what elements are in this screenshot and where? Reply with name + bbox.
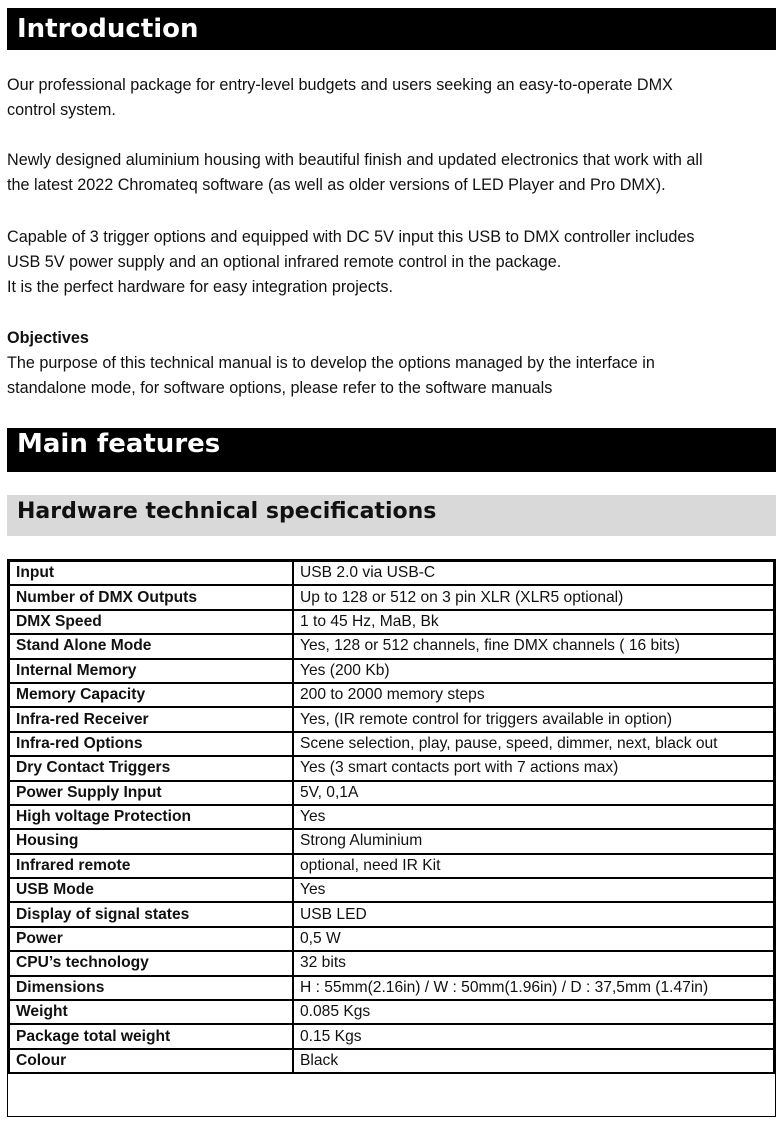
spec-row (9, 781, 774, 805)
spec-value: 1 to 45 Hz, MaB, Bk (293, 610, 774, 634)
spec-row (9, 976, 774, 1000)
intro-paragraph-1-line: control system. (7, 101, 116, 119)
spec-row (9, 732, 774, 756)
introduction-heading: Introduction (7, 8, 776, 50)
objectives-text-line: The purpose of this technical manual is to develop the options managed by the interface in (7, 354, 655, 372)
spec-value: Yes (3 smart contacts port with 7 actions max) (293, 756, 774, 780)
spec-label: Stand Alone Mode (9, 634, 293, 658)
intro-paragraph-3-line: USB 5V power supply and an optional infrared remote control in the package. (7, 253, 562, 271)
spec-value: Yes (293, 878, 774, 902)
intro-paragraph-3-line: Capable of 3 trigger options and equipped with DC 5V input this USB to DMX controller includes (7, 228, 695, 246)
spec-row (9, 805, 774, 829)
spec-label: Infra-red Receiver (9, 707, 293, 731)
spec-value: 0.15 Kgs (293, 1024, 774, 1048)
spec-label: Memory Capacity (9, 683, 293, 707)
intro-paragraph-2-line: the latest 2022 Chromateq software (as well as older versions of LED Player and Pro DMX). (7, 176, 666, 194)
spec-value: Yes, 128 or 512 channels, fine DMX channels ( 16 bits) (293, 634, 774, 658)
spec-row (9, 659, 774, 683)
spec-value: Scene selection, play, pause, speed, dimmer, next, black out (293, 732, 774, 756)
spec-row (9, 683, 774, 707)
spec-label: Infrared remote (9, 854, 293, 878)
spec-label: Weight (9, 1000, 293, 1024)
spec-value: Strong Aluminium (293, 829, 774, 853)
spec-row (9, 585, 774, 609)
spec-value: 0.085 Kgs (293, 1000, 774, 1024)
spec-row (9, 878, 774, 902)
hardware-specs-heading: Hardware technical specifications (7, 495, 776, 536)
spec-value: Yes (200 Kb) (293, 659, 774, 683)
spec-value: USB LED (293, 902, 774, 926)
spec-row (9, 1049, 774, 1073)
spec-label: CPU’s technology (9, 951, 293, 975)
intro-paragraph-1 (7, 73, 777, 123)
spec-row (9, 707, 774, 731)
spec-row (9, 1000, 774, 1024)
spec-row (9, 756, 774, 780)
spec-value: Black (293, 1049, 774, 1073)
spec-row (9, 634, 774, 658)
spec-row (9, 854, 774, 878)
spec-value: 32 bits (293, 951, 774, 975)
spec-value: Yes (293, 805, 774, 829)
spec-label: Number of DMX Outputs (9, 585, 293, 609)
spec-value: USB 2.0 via USB-C (293, 561, 774, 585)
spec-value: 5V, 0,1A (293, 781, 774, 805)
main-features-heading: Main features (7, 428, 776, 472)
intro-paragraph-3-line: It is the perfect hardware for easy integration projects. (7, 278, 393, 296)
spec-label: Dry Contact Triggers (9, 756, 293, 780)
spec-label: Power Supply Input (9, 781, 293, 805)
spec-row (9, 927, 774, 951)
spec-row (9, 1024, 774, 1048)
objectives-title: Objectives (7, 329, 89, 347)
spec-row (9, 829, 774, 853)
intro-paragraph-2-line: Newly designed aluminium housing with beautiful finish and updated electronics that work with all (7, 151, 703, 169)
spec-label: Internal Memory (9, 659, 293, 683)
intro-paragraph-3 (7, 225, 777, 300)
spec-row (9, 561, 774, 585)
spec-value: optional, need IR Kit (293, 854, 774, 878)
spec-label: Colour (9, 1049, 293, 1073)
spec-value: Yes, (IR remote control for triggers available in option) (293, 707, 774, 731)
spec-value: H : 55mm(2.16in) / W : 50mm(1.96in) / D : 37,5mm (1.47in) (293, 976, 774, 1000)
specs-table-body (9, 561, 774, 1073)
spec-label: Input (9, 561, 293, 585)
spec-label: DMX Speed (9, 610, 293, 634)
spec-value: Up to 128 or 512 on 3 pin XLR (XLR5 optional) (293, 585, 774, 609)
intro-paragraph-1-line: Our professional package for entry-level budgets and users seeking an easy-to-operate DMX (7, 76, 673, 94)
objectives-text-line: standalone mode, for software options, please refer to the software manuals (7, 379, 553, 397)
spec-row (9, 610, 774, 634)
objectives-section (7, 326, 777, 401)
spec-label: High voltage Protection (9, 805, 293, 829)
intro-paragraph-2 (7, 148, 777, 198)
spec-label: Infra-red Options (9, 732, 293, 756)
spec-row (9, 951, 774, 975)
spec-label: Power (9, 927, 293, 951)
spec-label: Display of signal states (9, 902, 293, 926)
specs-table (8, 560, 775, 1074)
spec-value: 200 to 2000 memory steps (293, 683, 774, 707)
spec-row (9, 902, 774, 926)
spec-label: Housing (9, 829, 293, 853)
spec-value: 0,5 W (293, 927, 774, 951)
spec-label: Dimensions (9, 976, 293, 1000)
spec-label: USB Mode (9, 878, 293, 902)
spec-label: Package total weight (9, 1024, 293, 1048)
